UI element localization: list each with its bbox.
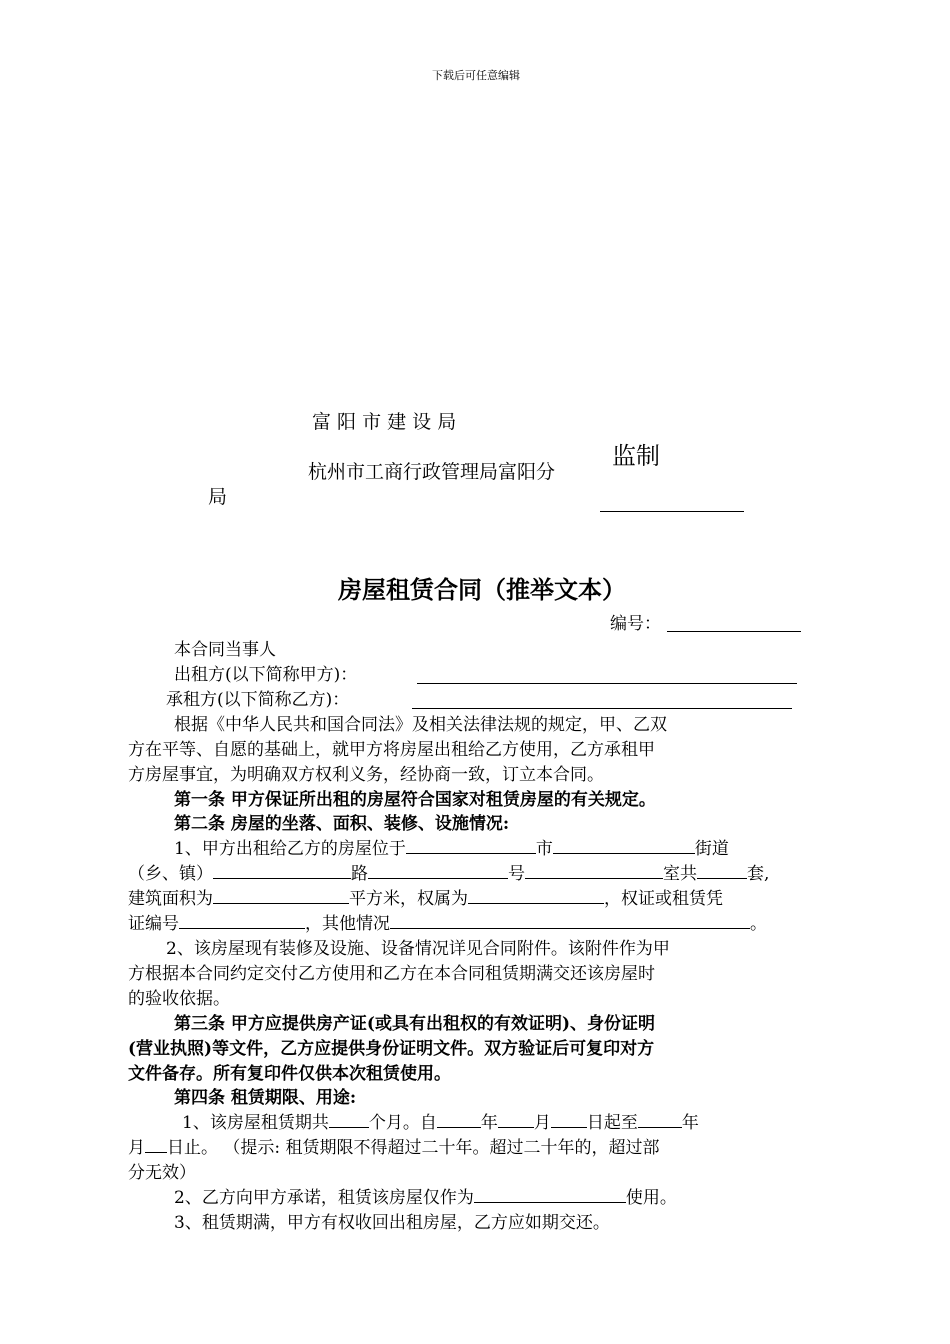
- article-4-item-1-line2: [128, 1136, 660, 1161]
- city-field[interactable]: [553, 837, 695, 854]
- text-segment: 个月。自: [368, 1113, 437, 1133]
- text-segment: 2、乙方向甲方承诺，租赁该房屋仅作为: [174, 1188, 474, 1208]
- issuer-commerce-bureau-cont: 局: [208, 486, 228, 508]
- document-title: 房屋租赁合同（推举文本）: [338, 576, 626, 604]
- other-info-field[interactable]: [390, 912, 750, 929]
- house-number-field[interactable]: [525, 862, 663, 879]
- text-segment: 日止。 （提示: 租赁期限不得超过二十年。超过二十年的，超过部: [167, 1138, 660, 1158]
- preamble-line: 根据《中华人民共和国合同法》及相关法律法规的规定，甲、乙双: [174, 715, 667, 735]
- text-segment: 套,: [747, 864, 770, 884]
- text-segment: ，权证或租赁凭: [604, 889, 723, 909]
- article-2-item-1-line3: [128, 887, 723, 912]
- issuer-commerce-bureau: 杭州市工商行政管理局富阳分: [308, 461, 556, 483]
- end-year-field[interactable]: [638, 1111, 682, 1128]
- start-year-field[interactable]: [437, 1111, 481, 1128]
- lessor-field[interactable]: [417, 683, 797, 684]
- text-segment: （乡、镇）: [128, 864, 213, 884]
- article-3: (营业执照)等文件，乙方应提供身份证明文件。双方验证后可复印对方: [128, 1039, 655, 1059]
- location-field[interactable]: [406, 837, 536, 854]
- text-segment: 使用。: [625, 1188, 677, 1208]
- preamble-line: 方在平等、自愿的基础上，就甲方将房屋出租给乙方使用，乙方承租甲: [128, 740, 655, 760]
- text-segment: 路: [351, 864, 368, 884]
- text-segment: 月: [128, 1138, 145, 1158]
- street-field[interactable]: [213, 862, 351, 879]
- text-segment: 街道: [694, 839, 729, 859]
- lessee-field[interactable]: [412, 708, 792, 709]
- text-segment: 平方米，权属为: [349, 889, 468, 909]
- certificate-number-field[interactable]: [179, 912, 305, 929]
- text-segment: 室共: [663, 864, 697, 884]
- area-field[interactable]: [213, 887, 349, 904]
- end-day-field[interactable]: [145, 1136, 167, 1153]
- article-4-item-3: 3、租赁期满，甲方有权收回出租房屋，乙方应如期交还。: [174, 1213, 610, 1233]
- article-4-item-1-line3: 分无效）: [128, 1163, 196, 1183]
- contract-number-label: 编号：: [610, 614, 661, 634]
- road-field[interactable]: [368, 862, 508, 879]
- lessor-label: 出租方(以下简称甲方)：: [174, 665, 358, 685]
- parties-intro: 本合同当事人: [174, 640, 276, 660]
- text-segment: 号: [508, 864, 525, 884]
- unit-count-field[interactable]: [697, 862, 747, 879]
- text-segment: 年: [681, 1113, 699, 1133]
- article-2-item-1-line4: [128, 912, 767, 937]
- article-3: 文件备存。所有复印件仅供本次租赁使用。: [128, 1064, 451, 1084]
- text-segment: 1、甲方出租给乙方的房屋位于: [174, 839, 406, 859]
- usage-field[interactable]: [474, 1186, 626, 1203]
- issuer-construction-bureau: 富 阳 市 建 设 局: [312, 411, 457, 433]
- text-segment: 日起至: [586, 1113, 638, 1133]
- supervise-rule: [600, 511, 744, 512]
- article-1: 第一条 甲方保证所出租的房屋符合国家对租赁房屋的有关规定。: [174, 790, 656, 810]
- text-segment: 证编号: [128, 914, 179, 934]
- article-4-item-2: [174, 1186, 677, 1211]
- text-segment: 建筑面积为: [128, 889, 213, 909]
- text-segment: 月: [533, 1113, 551, 1133]
- supervise-label: 监制: [612, 442, 660, 470]
- ownership-field[interactable]: [468, 887, 604, 904]
- article-2-item-1-line2: [128, 862, 769, 887]
- text-segment: 年: [480, 1113, 498, 1133]
- start-month-field[interactable]: [498, 1111, 534, 1128]
- preamble-line: 方房屋事宜，为明确双方权利义务，经协商一致，订立本合同。: [128, 765, 604, 785]
- text-segment: 1、该房屋租赁期共: [182, 1113, 329, 1133]
- article-2-heading: 第二条 房屋的坐落、面积、装修、设施情况:: [174, 814, 510, 834]
- article-4-item-1: [182, 1111, 699, 1136]
- lessee-label: 承租方(以下简称乙方)：: [166, 690, 350, 710]
- lease-months-field[interactable]: [329, 1111, 369, 1128]
- article-3: 第三条 甲方应提供房产证(或具有出租权的有效证明)、身份证明: [174, 1014, 656, 1034]
- article-2-item-2: 2、该房屋现有装修及设施、设备情况详见合同附件。该附件作为甲: [166, 939, 670, 959]
- article-2-item-2: 的验收依据。: [128, 989, 230, 1009]
- header-note: 下载后可任意编辑: [432, 69, 520, 82]
- text-segment: ，其他情况: [305, 914, 390, 934]
- article-2-item-1: [174, 837, 729, 862]
- article-4-heading: 第四条 租赁期限、用途:: [174, 1088, 357, 1108]
- contract-number-field[interactable]: [667, 631, 801, 632]
- text-segment: 市: [535, 839, 553, 859]
- text-segment: 。: [750, 914, 767, 934]
- start-day-field[interactable]: [551, 1111, 587, 1128]
- article-2-item-2: 方根据本合同约定交付乙方使用和乙方在本合同租赁期满交还该房屋时: [128, 964, 655, 984]
